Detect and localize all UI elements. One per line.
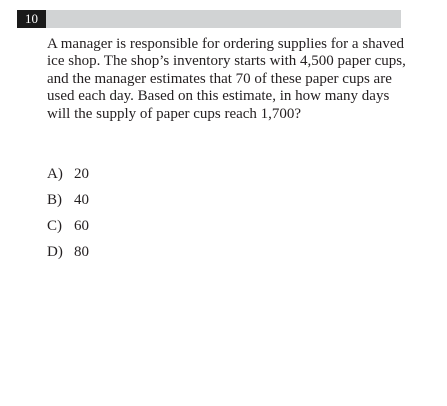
choice-a[interactable] [47,161,89,187]
choice-letter: A) [47,166,63,182]
choice-letter: C) [47,218,62,234]
choice-value: 80 [74,244,89,260]
choice-c[interactable] [47,213,89,239]
choice-letter: D) [47,244,63,260]
question-number: 10 [17,10,46,28]
question-text: A manager is responsible for ordering supplies for a shaved ice shop. The shop’s inventory starts with 4,500 paper cups, and the manager estimates that 70 of these paper cups are used each day. Based on this estimate, in how many days will the supply of paper cups reach 1,700? [47,36,406,122]
choice-d[interactable] [47,239,89,265]
question-header-bar [17,10,401,28]
choice-value: 20 [74,166,89,182]
choice-value: 60 [74,218,89,234]
choice-b[interactable] [47,187,89,213]
choice-value: 40 [74,192,89,208]
answer-choices [47,161,89,265]
choice-letter: B) [47,192,62,208]
